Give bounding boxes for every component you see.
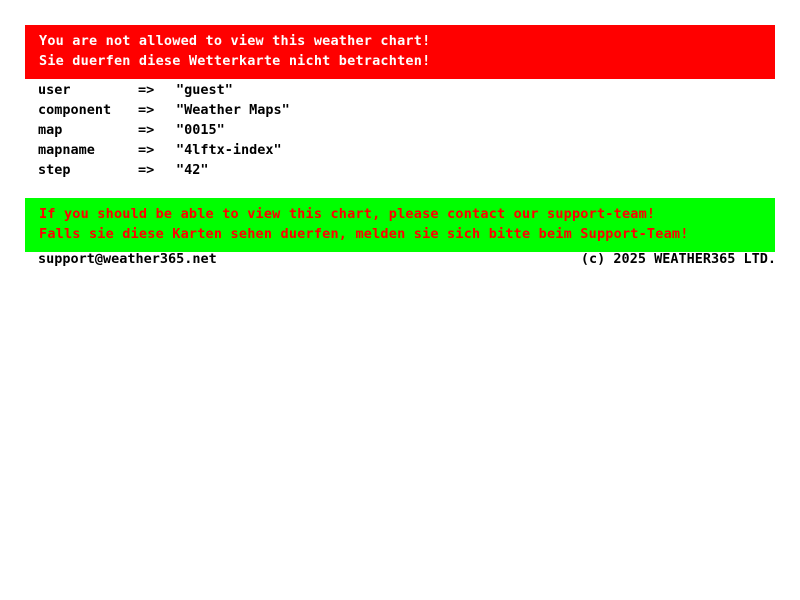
info-banner-line-de: Falls sie diese Karten sehen duerfen, melden sie sich bitte beim Support-Team! — [39, 226, 689, 242]
parameter-row-map — [38, 120, 738, 140]
copyright-text: (c) 2025 WEATHER365 LTD. — [580, 251, 776, 267]
parameter-key: component — [38, 102, 112, 118]
parameter-value: "Weather Maps" — [176, 102, 290, 118]
parameter-arrow: => — [138, 122, 155, 138]
parameter-key: mapname — [38, 142, 95, 158]
parameter-arrow: => — [138, 142, 155, 158]
parameter-arrow: => — [138, 82, 155, 98]
parameter-value: "0015" — [176, 122, 225, 138]
info-banner-line-en: If you should be able to view this chart, please contact our support-team! — [39, 206, 656, 222]
parameter-value: "4lftx-index" — [176, 142, 282, 158]
parameter-row-component — [38, 100, 738, 120]
parameter-row-user — [38, 80, 738, 100]
parameter-row-mapname — [38, 140, 738, 160]
parameter-value: "guest" — [176, 82, 233, 98]
support-email-link[interactable]: support@weather365.net — [38, 251, 217, 267]
parameter-key: map — [38, 122, 63, 138]
parameter-key: user — [38, 82, 71, 98]
parameter-value: "42" — [176, 162, 209, 178]
parameter-arrow: => — [138, 162, 155, 178]
parameter-row-step — [38, 160, 738, 180]
parameter-arrow: => — [138, 102, 155, 118]
error-banner-line-en: You are not allowed to view this weather chart! — [39, 33, 431, 49]
footer — [38, 250, 776, 268]
info-banner — [25, 198, 775, 252]
parameter-key: step — [38, 162, 71, 178]
parameter-list — [38, 80, 738, 180]
error-banner-line-de: Sie duerfen diese Wetterkarte nicht betrachten! — [39, 53, 431, 69]
error-banner — [25, 25, 775, 79]
